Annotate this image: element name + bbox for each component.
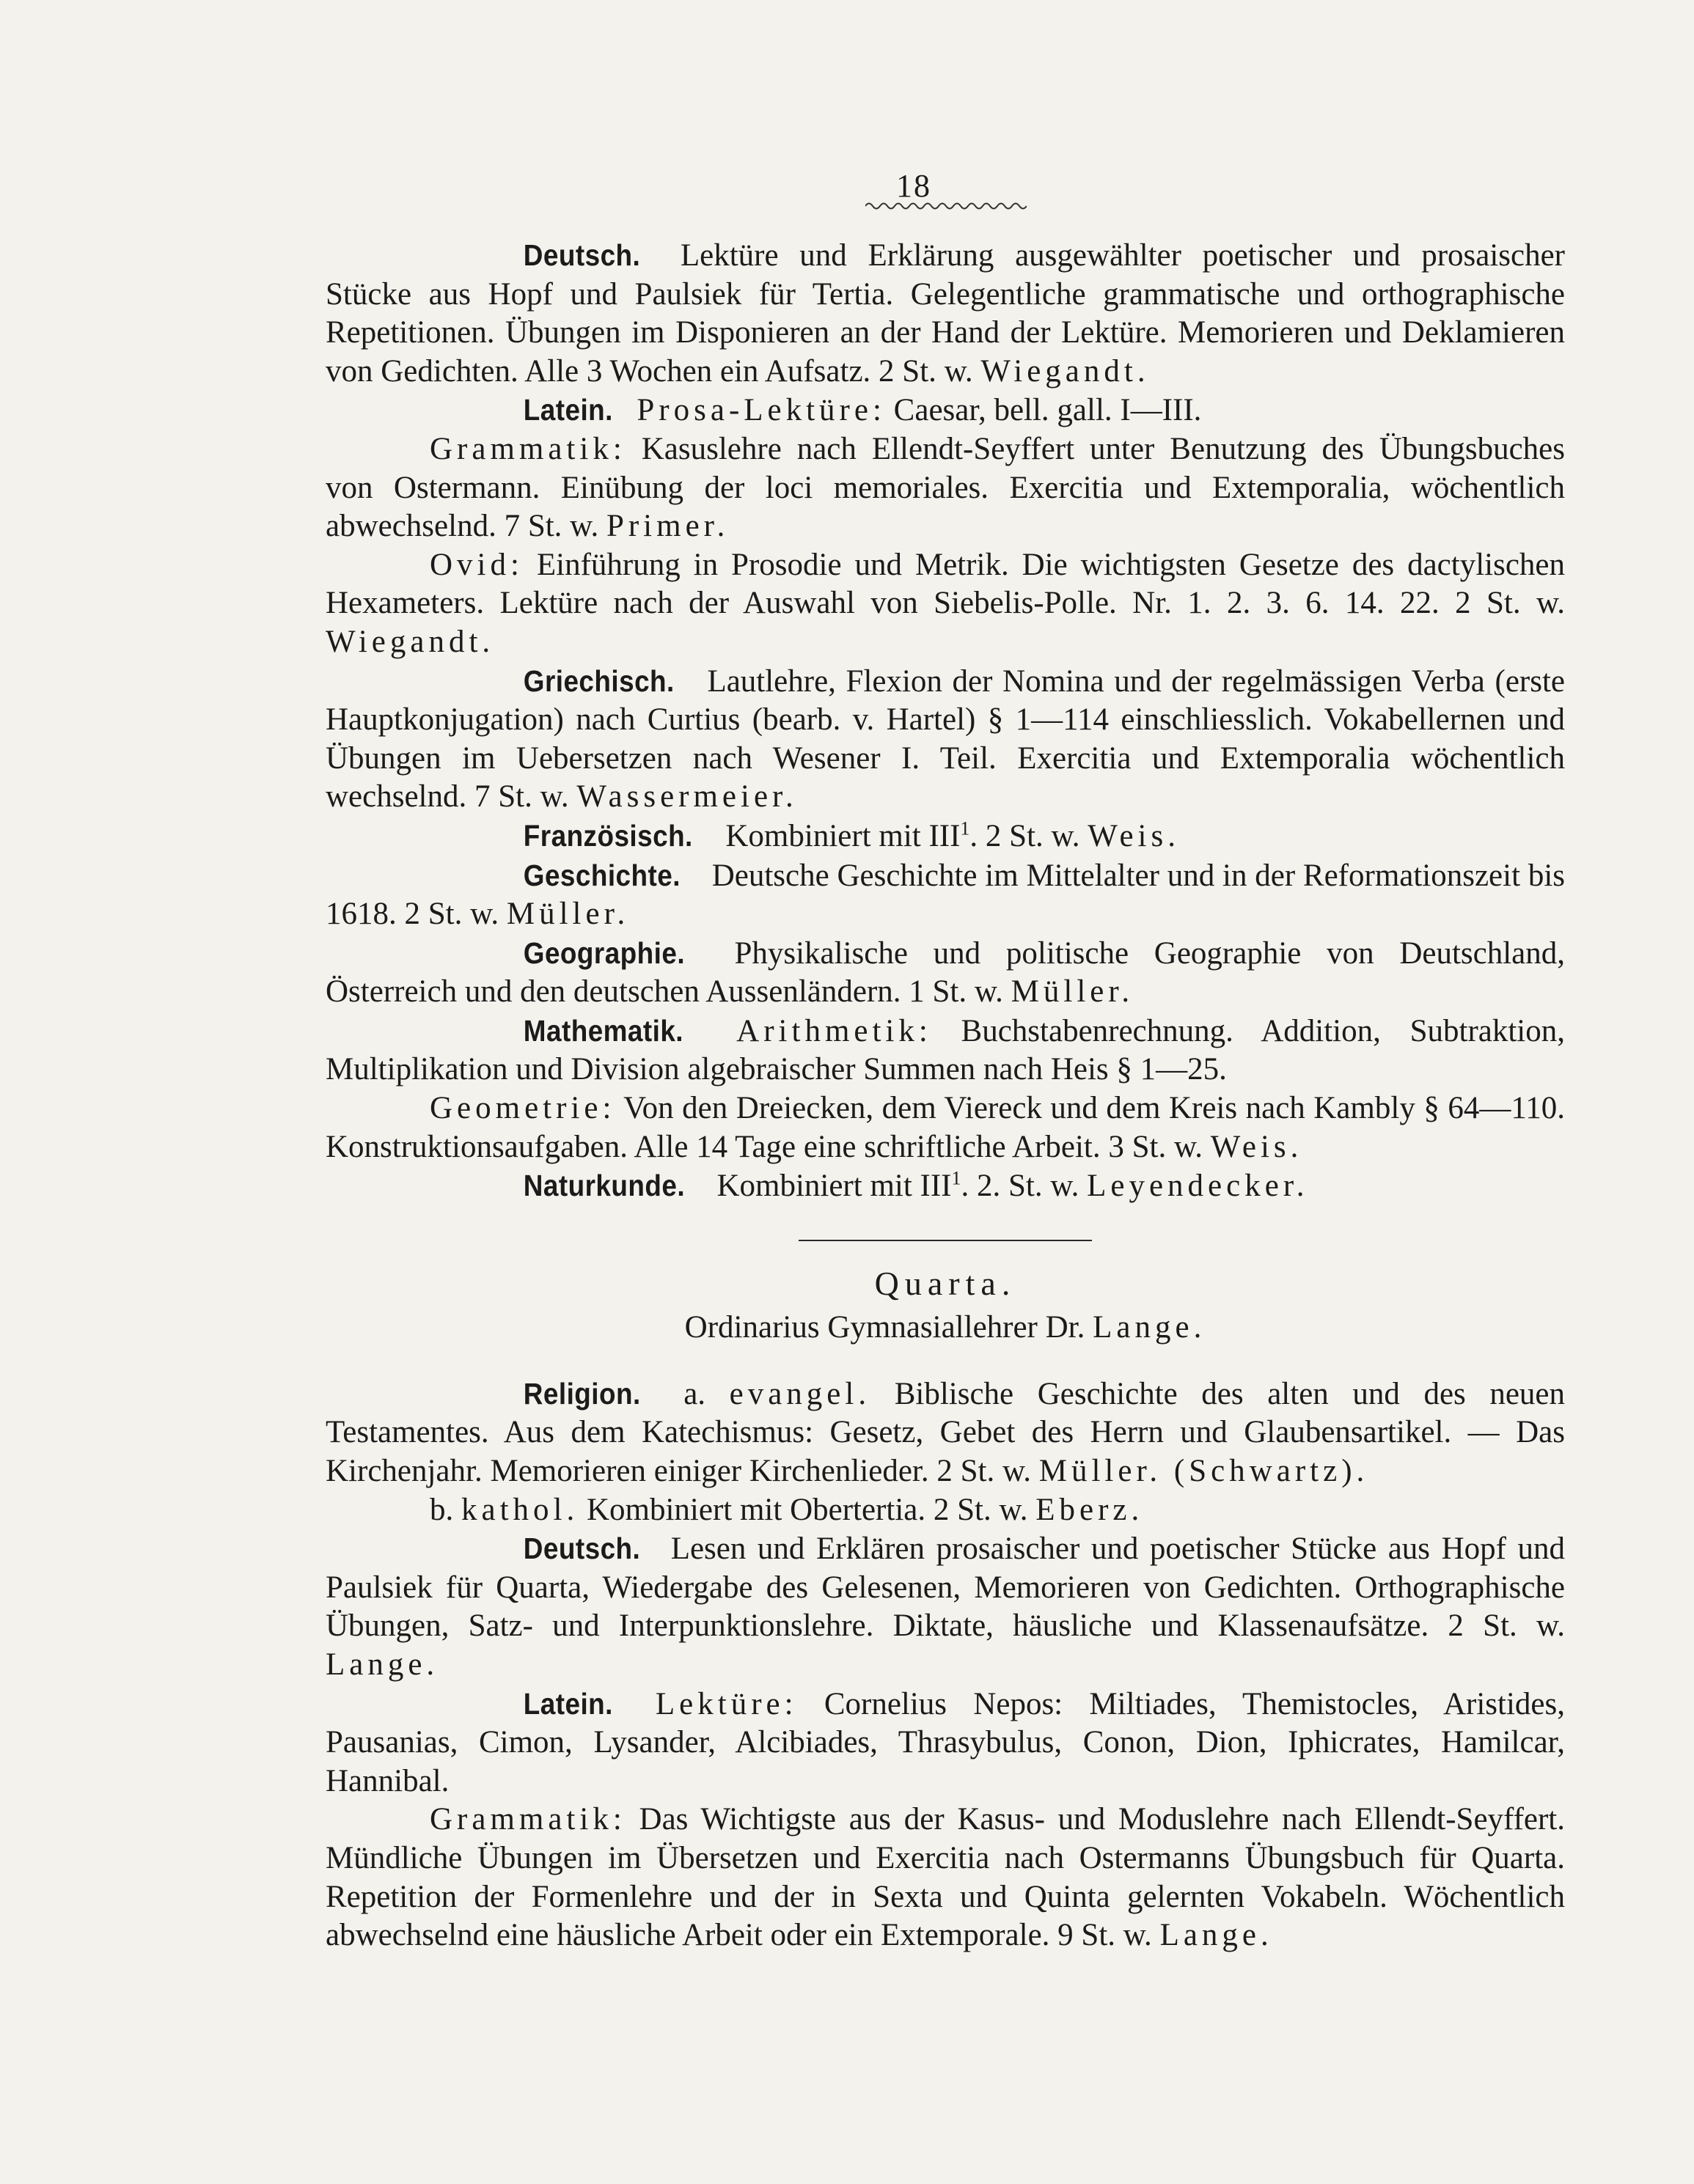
- teacher-name: Lange.: [326, 1647, 439, 1682]
- franzoesisch-paragraph: [326, 817, 1565, 856]
- teacher-name: Primer.: [606, 509, 730, 544]
- teacher-name: Müller.: [1011, 974, 1134, 1010]
- teacher-name: Müller. (Schwartz).: [1038, 1454, 1369, 1489]
- ordinarius-text: Ordinarius Gymnasiallehrer Dr.: [684, 1309, 1085, 1345]
- teacher-name: Weis.: [1210, 1129, 1303, 1164]
- section-divider: [799, 1240, 1092, 1241]
- decorative-squiggle: [865, 199, 1027, 213]
- superscript: 1: [951, 1167, 961, 1189]
- body-text: [326, 236, 1565, 1955]
- subject-text: Kasuslehre nach Ellendt-Seyffert unter Benutzung des Übungsbuches von Ostermann. Einübung der loci memoriales. Exercitia und Extemporalia, wöchentlich abwechselnd. 7 St. w.: [326, 431, 1565, 544]
- subject-heading: Deutsch.: [523, 238, 641, 272]
- item-label: b.: [430, 1492, 454, 1527]
- section-label: Grammatik:: [430, 1802, 626, 1837]
- geographie-paragraph: [326, 934, 1565, 1012]
- subject-text: . 2. St. w.: [961, 1169, 1079, 1204]
- subject-text: Physikalische und politische Geographie von Deutschland, Österreich und den deutschen Aussenländern. 1 St. w.: [326, 935, 1566, 1010]
- section-label: Prosa-Lektüre:: [637, 393, 886, 428]
- subject-text: Caesar, bell. gall. I—III.: [893, 393, 1202, 428]
- subject-heading: Geschichte.: [523, 858, 681, 892]
- subject-heading: Latein.: [523, 393, 613, 427]
- subject-text: Lautlehre, Flexion der Nomina und der regelmässigen Verba (erste Hauptkonjugation) nach Curtius (bearb. v. Hartel) § 1—114 einschliesslich. Vokabellernen und Übungen im Uebersetzen nach Wesener I. Teil. Exercitia und Extemporalia wöchentlich wechselnd. 7 St. w.: [326, 663, 1565, 815]
- subject-text: Kombiniert mit III: [725, 818, 961, 853]
- griechisch-paragraph: [326, 662, 1565, 817]
- subject-heading: Mathematik.: [523, 1013, 684, 1048]
- teacher-name: Wiegandt.: [326, 624, 495, 659]
- mathematik-geometrie-paragraph: [326, 1089, 1565, 1166]
- naturkunde-paragraph: [326, 1166, 1565, 1206]
- subject-text: Buchstabenrechnung. Addition, Subtraktion, Multiplikation und Division algebraischer Summen nach Heis § 1—25.: [326, 1013, 1565, 1087]
- teacher-name: Eberz.: [1035, 1492, 1144, 1527]
- mathematik-paragraph: [326, 1012, 1565, 1089]
- subject-heading: Griechisch.: [523, 663, 675, 698]
- superscript: 1: [960, 817, 970, 839]
- geschichte-paragraph: [326, 856, 1565, 934]
- subject-heading: Religion.: [523, 1376, 641, 1411]
- subject-text: Cornelius Nepos: Miltiades, Themistocles, Aristides, Pausanias, Cimon, Lysander, Alcibiades, Thrasybulus, Conon, Dion, Iphicrates, Hamilcar, Hannibal.: [326, 1686, 1565, 1798]
- subject-text: Kombiniert mit III: [716, 1169, 952, 1204]
- deutsch-tertia-paragraph: [326, 236, 1565, 391]
- section-title: Quarta.: [874, 1264, 1016, 1302]
- section-label: Grammatik:: [430, 431, 626, 466]
- ordinarius-name: Lange.: [1093, 1309, 1206, 1345]
- teacher-name: Müller.: [506, 897, 630, 932]
- subject-heading: Französisch.: [523, 818, 693, 853]
- latein-quarta-paragraph: [326, 1685, 1565, 1801]
- teacher-name: Wiegandt.: [980, 353, 1150, 389]
- deutsch-quarta-paragraph: [326, 1529, 1565, 1684]
- teacher-name: Wassermeier.: [576, 779, 798, 815]
- subject-text: Biblische Geschichte des alten und des neuen Testamentes. Aus dem Katechismus: Gesetz, Gebet des Herrn und Glaubensartikel. — Das Kirchenjahr. Memorieren einiger Kirchenlieder. 2 St. w.: [326, 1376, 1566, 1489]
- section-label: Geometrie:: [430, 1091, 616, 1126]
- subject-heading: Latein.: [523, 1686, 613, 1721]
- religion-kathol-paragraph: [326, 1491, 1565, 1530]
- confession-label: kathol.: [461, 1492, 579, 1527]
- teacher-name: Weis.: [1088, 818, 1180, 853]
- latein-ovid-paragraph: [326, 546, 1565, 662]
- page-number: 18: [896, 168, 931, 204]
- item-label: a.: [683, 1376, 706, 1411]
- latein-tertia-paragraph: [326, 391, 1565, 430]
- section-label: Arithmetik:: [736, 1013, 932, 1048]
- subject-heading: Naturkunde.: [523, 1169, 686, 1203]
- subject-text: Kombiniert mit Obertertia. 2 St. w.: [586, 1492, 1028, 1527]
- subject-heading: Deutsch.: [523, 1532, 641, 1566]
- religion-paragraph: [326, 1375, 1565, 1491]
- teacher-name: Lange.: [1159, 1918, 1273, 1953]
- latein-quarta-grammatik-paragraph: [326, 1801, 1565, 1955]
- section-label: Ovid:: [430, 547, 524, 582]
- subject-text: . 2 St. w.: [969, 818, 1080, 853]
- section-label: Lektüre:: [655, 1686, 798, 1721]
- confession-label: evangel.: [729, 1376, 871, 1411]
- subject-text: Lesen und Erklären prosaischer und poetischer Stücke aus Hopf und Paulsiek für Quarta, Wiedergabe des Gelesenen, Memorieren von Gedichten. Orthographische Übungen, Satz- und Interpunktionslehre. Diktate, häusliche und Klassenaufsätze. 2 St. w.: [326, 1532, 1565, 1644]
- subject-text: Einführung in Prosodie und Metrik. Die wichtigsten Gesetze des dactylischen Hexameters. Lektüre nach der Auswahl von Siebelis-Polle. Nr. 1. 2. 3. 6. 14. 22. 2 St. w.: [326, 547, 1565, 621]
- subject-heading: Geographie.: [523, 935, 686, 970]
- subject-text: Von den Dreiecken, dem Viereck und dem Kreis nach Kambly § 64—110. Konstruktionsaufgaben. Alle 14 Tage eine schriftliche Arbeit. 3 St. w.: [326, 1091, 1565, 1164]
- teacher-name: Leyendecker.: [1087, 1169, 1309, 1204]
- section-ordinarius: [326, 1307, 1565, 1348]
- latein-grammatik-paragraph: [326, 430, 1565, 546]
- subject-text: Deutsche Geschichte im Mittelalter und in der Reformationszeit bis 1618. 2 St. w.: [326, 858, 1565, 932]
- subject-text: Das Wichtigste aus der Kasus- und Moduslehre nach Ellendt-Seyffert. Mündliche Übungen im Übersetzen und Exercitia nach Ostermanns Übungsbuch für Quarta. Repetition der Formenlehre und der in Sexta und Quinta gelernten Vokabeln. Wöchentlich abwechselnd eine häusliche Arbeit oder ein Extemporale. 9 St. w.: [326, 1802, 1565, 1953]
- subject-text: Lektüre und Erklärung ausgewählter poetischer und prosaischer Stücke aus Hopf und Paulsiek für Tertia. Gelegentliche grammatische und orthographische Repetitionen. Übungen im Disponieren an der Hand der Lektüre. Memorieren und Deklamieren von Gedichten. Alle 3 Wochen ein Aufsatz. 2 St. w.: [326, 238, 1566, 389]
